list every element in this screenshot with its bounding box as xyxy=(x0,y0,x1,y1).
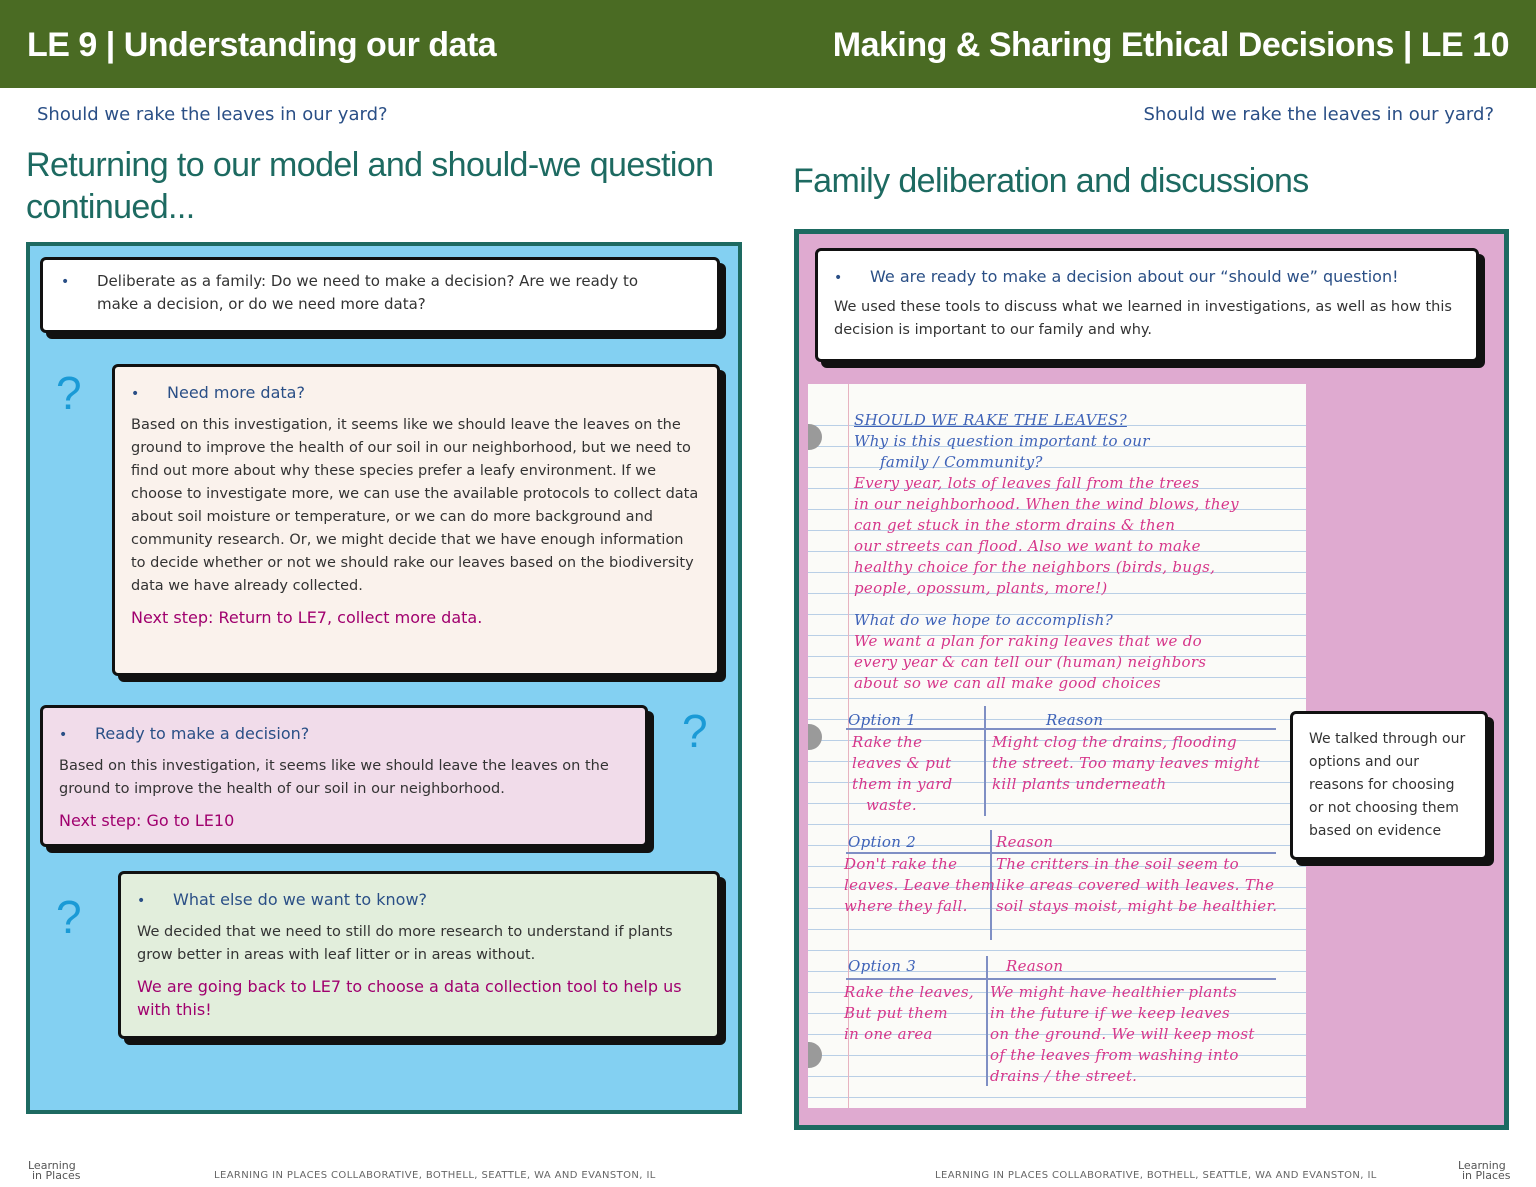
question-mark-icon: ? xyxy=(682,705,708,757)
notebook-a2-line1: We want a plan for raking leaves that we do xyxy=(854,632,1202,650)
question-mark-icon: ? xyxy=(56,891,82,943)
reason3-line2: in the future if we keep leaves xyxy=(990,1004,1231,1022)
reason1-line1: Might clog the drains, flooding xyxy=(992,733,1237,751)
deliberate-text-line1: Deliberate as a family: Do we need to make a decision? Are we ready to xyxy=(97,272,639,290)
option1-label: Option 1 xyxy=(848,711,917,729)
option3-line3: in one area xyxy=(844,1025,933,1043)
right-page-title: Making & Sharing Ethical Decisions | LE 10 xyxy=(832,26,1509,64)
need-more-next-step: Next step: Return to LE7, collect more data. xyxy=(131,608,483,627)
binder-hole xyxy=(808,724,822,750)
handwritten-notebook-photo xyxy=(808,384,1306,1108)
notebook-a2-line3: about so we can all make good choices xyxy=(854,674,1161,692)
question-mark-icon: ? xyxy=(56,367,82,419)
reason2-line1: The critters in the soil seem to xyxy=(996,855,1240,873)
bullet-icon: • xyxy=(834,270,843,286)
notebook-q2: What do we hope to accomplish? xyxy=(854,611,1114,629)
deliberate-text-line2: make a decision, or do we need more data? xyxy=(97,295,426,313)
right-heading: Family deliberation and discussions xyxy=(793,162,1309,200)
notebook-q1-line2: family / Community? xyxy=(880,453,1043,471)
right-subtitle: Should we rake the leaves in our yard? xyxy=(1143,104,1494,125)
option2-label: Option 2 xyxy=(848,833,917,851)
option2-line3: where they fall. xyxy=(844,897,968,915)
need-more-data-card xyxy=(112,364,720,676)
notebook-rule-line xyxy=(808,929,1306,930)
reason3-line5: drains / the street. xyxy=(990,1067,1138,1085)
left-heading xyxy=(26,144,746,228)
notebook-rule-line xyxy=(808,824,1306,825)
option2-line1: Don't rake the xyxy=(844,855,958,873)
what-else-heading: What else do we want to know? xyxy=(173,890,428,909)
footer-right-text: LEARNING IN PLACES COLLABORATIVE, BOTHELL, SEATTLE, WA AND EVANSTON, IL xyxy=(935,1170,1377,1181)
option3-label: Option 3 xyxy=(848,957,917,975)
option2-line2: leaves. Leave them xyxy=(844,876,996,894)
reason2-label: Reason xyxy=(996,833,1054,851)
ready-body: Based on this investigation, it seems like we should leave the leaves on the ground to improve the health of our soil in our neighborhood. xyxy=(59,758,609,797)
footer-left-text: LEARNING IN PLACES COLLABORATIVE, BOTHELL, SEATTLE, WA AND EVANSTON, IL xyxy=(214,1170,656,1181)
notebook-a1-line2: in our neighborhood. When the wind blows, they xyxy=(854,495,1239,513)
bullet-icon: • xyxy=(131,386,140,402)
notebook-title: SHOULD WE RAKE THE LEAVES? xyxy=(854,411,1127,429)
header-bar xyxy=(0,0,1536,88)
what-else-card xyxy=(118,871,720,1039)
left-page-title: LE 9 | Understanding our data xyxy=(27,26,497,64)
option1-line3: them in yard xyxy=(852,775,953,793)
reason1-label: Reason xyxy=(1046,711,1104,729)
reason2-line2: like areas covered with leaves. The xyxy=(996,876,1275,894)
option1-line2: leaves & put xyxy=(852,754,952,772)
option1-line1: Rake the xyxy=(852,733,923,751)
bullet-icon: • xyxy=(137,893,146,909)
ready-next-step: Next step: Go to LE10 xyxy=(59,811,235,830)
reason3-line4: of the leaves from washing into xyxy=(990,1046,1239,1064)
notebook-a1-line6: people, opossum, plants, more!) xyxy=(854,579,1108,597)
ready-card-heading: We are ready to make a decision about our “should we” question! xyxy=(870,267,1399,286)
binder-hole xyxy=(808,1042,822,1068)
learning-in-places-logo: Learning in Places xyxy=(1458,1159,1511,1182)
notebook-a1-line4: our streets can flood. Also we want to make xyxy=(854,537,1201,555)
left-heading-line1: Returning to our model and should-we question xyxy=(26,146,714,184)
reason2-line3: soil stays moist, might be healthier. xyxy=(996,897,1278,915)
reason3-line3: on the ground. We will keep most xyxy=(990,1025,1255,1043)
left-subtitle: Should we rake the leaves in our yard? xyxy=(37,104,388,125)
bullet-icon: • xyxy=(59,727,68,743)
reason3-label: Reason xyxy=(1006,957,1064,975)
option3-line2: But put them xyxy=(844,1004,948,1022)
notebook-q1-line1: Why is this question important to our xyxy=(854,432,1150,450)
reason1-line2: the street. Too many leaves might xyxy=(992,754,1260,772)
notebook-rule-line xyxy=(808,1097,1306,1098)
table-divider xyxy=(984,706,986,816)
left-heading-line2: continued... xyxy=(26,188,195,226)
bullet-icon: • xyxy=(61,274,70,290)
reason3-line1: We might have healthier plants xyxy=(990,983,1237,1001)
table-divider xyxy=(846,978,1276,980)
what-else-next-step: We are going back to LE7 to choose a data collection tool to help us with this! xyxy=(137,977,682,1019)
option3-line1: Rake the leaves, xyxy=(844,983,974,1001)
need-more-heading: Need more data? xyxy=(167,383,305,402)
deliberate-card xyxy=(40,257,720,333)
notebook-a1-line1: Every year, lots of leaves fall from the trees xyxy=(854,474,1200,492)
notebook-a1-line5: healthy choice for the neighbors (birds, bugs, xyxy=(854,558,1216,576)
ready-card-body: We used these tools to discuss what we learned in investigations, as well as how this decision is important to our family and why. xyxy=(834,299,1452,338)
learning-in-places-logo: Learning in Places xyxy=(28,1159,81,1182)
ready-heading: Ready to make a decision? xyxy=(95,724,310,743)
notebook-rule-line xyxy=(808,950,1306,951)
notebook-a1-line3: can get stuck in the storm drains & then xyxy=(854,516,1176,534)
notebook-a2-line2: every year & can tell our (human) neighbors xyxy=(854,653,1207,671)
ready-to-decide-card xyxy=(815,248,1479,362)
what-else-body: We decided that we need to still do more research to understand if plants grow better in areas with leaf litter or in areas without. xyxy=(137,924,673,963)
need-more-body: Based on this investigation, it seems like we should leave the leaves on the ground to improve the health of our soil in our neighborhood, but we need to find out more about why these species prefer a leafy environment. If we choose to investigate more, we can use the available protocols to collect data about soil moisture or temperature, or we can do more background and community research. Or, we might decide that we have enough information to decide whether or not we should rake our leaves based on the biodiversity data we have already collected. xyxy=(131,417,699,594)
notebook-rule-line xyxy=(808,698,1306,699)
side-note-card: We talked through our options and our reasons for choosing or not choosing them based on evidence xyxy=(1290,711,1488,860)
reason1-line3: kill plants underneath xyxy=(992,775,1167,793)
option1-line4: waste. xyxy=(866,796,917,814)
table-divider xyxy=(986,956,988,1086)
ready-decision-card xyxy=(40,705,648,847)
